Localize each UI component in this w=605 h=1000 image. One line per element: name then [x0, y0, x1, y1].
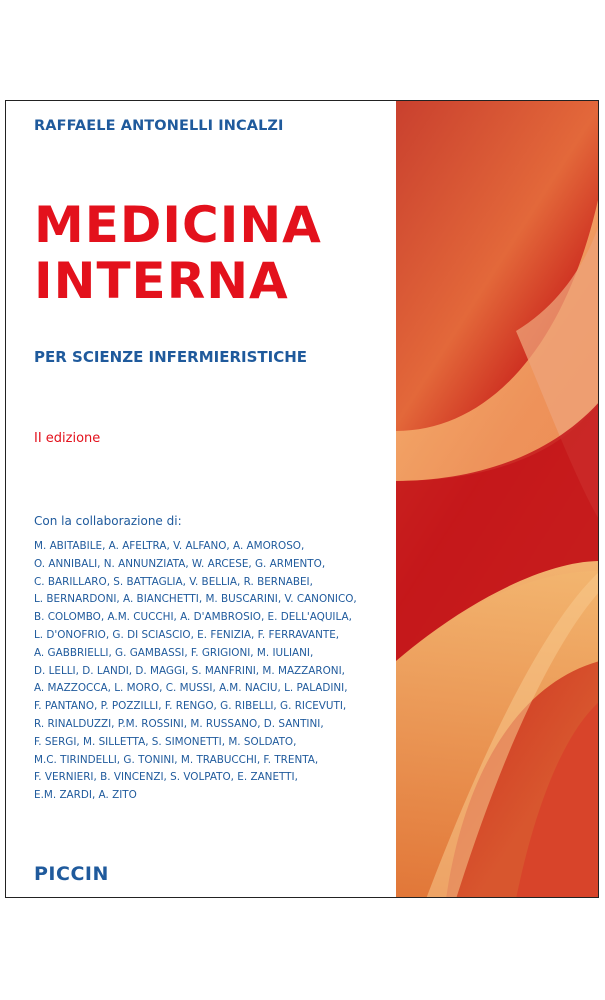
collaborator-line: F. PANTANO, P. POZZILLI, F. RENGO, G. RIBELLI, G. RICEVUTI,	[34, 700, 347, 713]
author-name: RAFFAELE ANTONELLI INCALZI	[34, 118, 284, 134]
collaborator-line: B. COLOMBO, A.M. CUCCHI, A. D'AMBROSIO, E. DELL'AQUILA,	[34, 611, 352, 624]
book-subtitle: PER SCIENZE INFERMIERISTICHE	[34, 348, 308, 366]
collaborator-line: A. MAZZOCCA, L. MORO, C. MUSSI, A.M. NACIU, L. PALADINI,	[34, 682, 348, 695]
edition-label: II edizione	[34, 431, 101, 446]
book-title	[34, 197, 322, 309]
collaboration-label: Con la collaborazione di:	[34, 514, 182, 528]
book-cover	[5, 100, 599, 898]
collaborators-list	[34, 538, 357, 805]
collaborator-line: A. GABBRIELLI, G. GAMBASSI, F. GRIGIONI, M. IULIANI,	[34, 646, 314, 659]
collaborator-line: C. BARILLARO, S. BATTAGLIA, V. BELLIA, R. BERNABEI,	[34, 575, 313, 588]
collaborator-line: F. VERNIERI, B. VINCENZI, S. VOLPATO, E. ZANETTI,	[34, 771, 298, 784]
collaborator-line: E.M. ZARDI, A. ZITO	[34, 789, 137, 802]
collaborator-line: L. D'ONOFRIO, G. DI SCIASCIO, E. FENIZIA, F. FERRAVANTE,	[34, 628, 340, 641]
title-line-1: MEDICINA	[34, 196, 322, 254]
cover-artwork	[396, 101, 599, 898]
title-line-2: INTERNA	[34, 252, 289, 310]
collaborator-line: M.C. TIRINDELLI, G. TONINI, M. TRABUCCHI, F. TRENTA,	[34, 753, 319, 766]
publisher-logo: PICCIN	[34, 863, 109, 885]
collaborator-line: F. SERGI, M. SILLETTA, S. SIMONETTI, M. SOLDATO,	[34, 735, 297, 748]
collaborator-line: L. BERNARDONI, A. BIANCHETTI, M. BUSCARINI, V. CANONICO,	[34, 593, 357, 606]
collaborator-line: D. LELLI, D. LANDI, D. MAGGI, S. MANFRINI, M. MAZZARONI,	[34, 664, 345, 677]
collaborator-line: M. ABITABILE, A. AFELTRA, V. ALFANO, A. AMOROSO,	[34, 540, 305, 552]
collaborator-line: O. ANNIBALI, N. ANNUNZIATA, W. ARCESE, G. ARMENTO,	[34, 557, 326, 570]
collaborator-line: R. RINALDUZZI, P.M. ROSSINI, M. RUSSANO, D. SANTINI,	[34, 717, 324, 730]
